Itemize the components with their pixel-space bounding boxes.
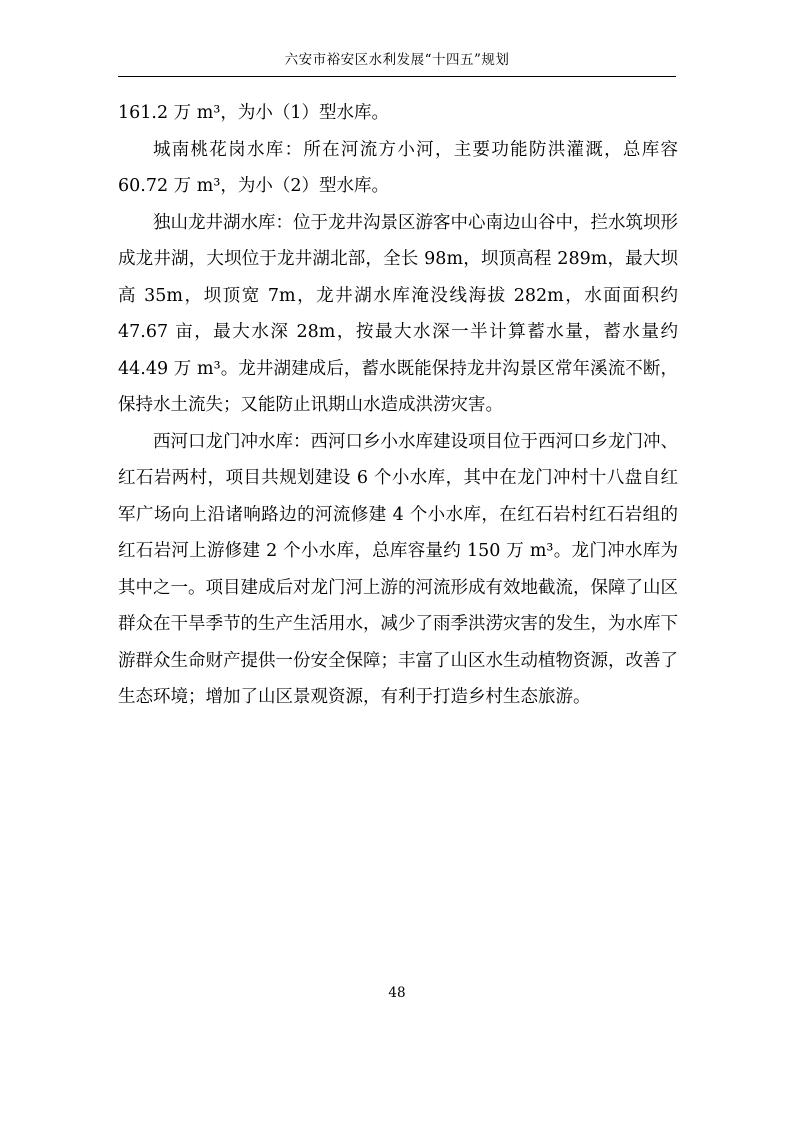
paragraph-4: 西河口龙门冲水库：西河口乡小水库建设项目位于西河口乡龙门冲、红石岩两村，项目共规划建设 6 个小水库，其中在龙门冲村十八盘自红军广场向上沿诸响路边的河流修建 4 个小水库，在红石岩村红石岩组的红石岩河上游修建 2 个小水库，总库容量约 150 万 m³。龙门冲水库为其中之一。项目建成后对龙门河上游的河流形成有效地截流，保障了山区群众在干旱季节的生产生活用水，减少了雨季洪涝灾害的发生，为水库下游群众生命财产提供一份安全保障；丰富了山区水生动植物资源，改善了生态环境；增加了山区景观资源，有利于打造乡村生态旅游。 <box>118 431 678 707</box>
header-divider <box>118 76 676 77</box>
paragraph-2: 城南桃花岗水库：所在河流方小河，主要功能防洪灌溉，总库容 60.72 万 m³，为小（2）型水库。 <box>118 139 678 196</box>
paragraph-1: 161.2 万 m³，为小（1）型水库。 <box>118 103 389 123</box>
document-body <box>118 95 678 716</box>
paragraph-3: 独山龙井湖水库：位于龙井沟景区游客中心南边山谷中，拦水筑坝形成龙井湖，大坝位于龙井湖北部，全长 98m，坝顶高程 289m，最大坝高 35m，坝顶宽 7m，龙井湖水库淹没线海拔 282m，水面面积约 47.67 亩，最大水深 28m，按最大水深一半计算蓄水量，蓄水量约 44.49 万 m³。龙井湖建成后，蓄水既能保持龙井沟景区常年溪流不断，保持水土流失；又能防止讯期山水造成洪涝灾害。 <box>118 212 678 415</box>
page-header-title: 六安市裕安区水利发展“十四五”规划 <box>284 52 510 68</box>
page-number: 48 <box>388 985 406 1001</box>
